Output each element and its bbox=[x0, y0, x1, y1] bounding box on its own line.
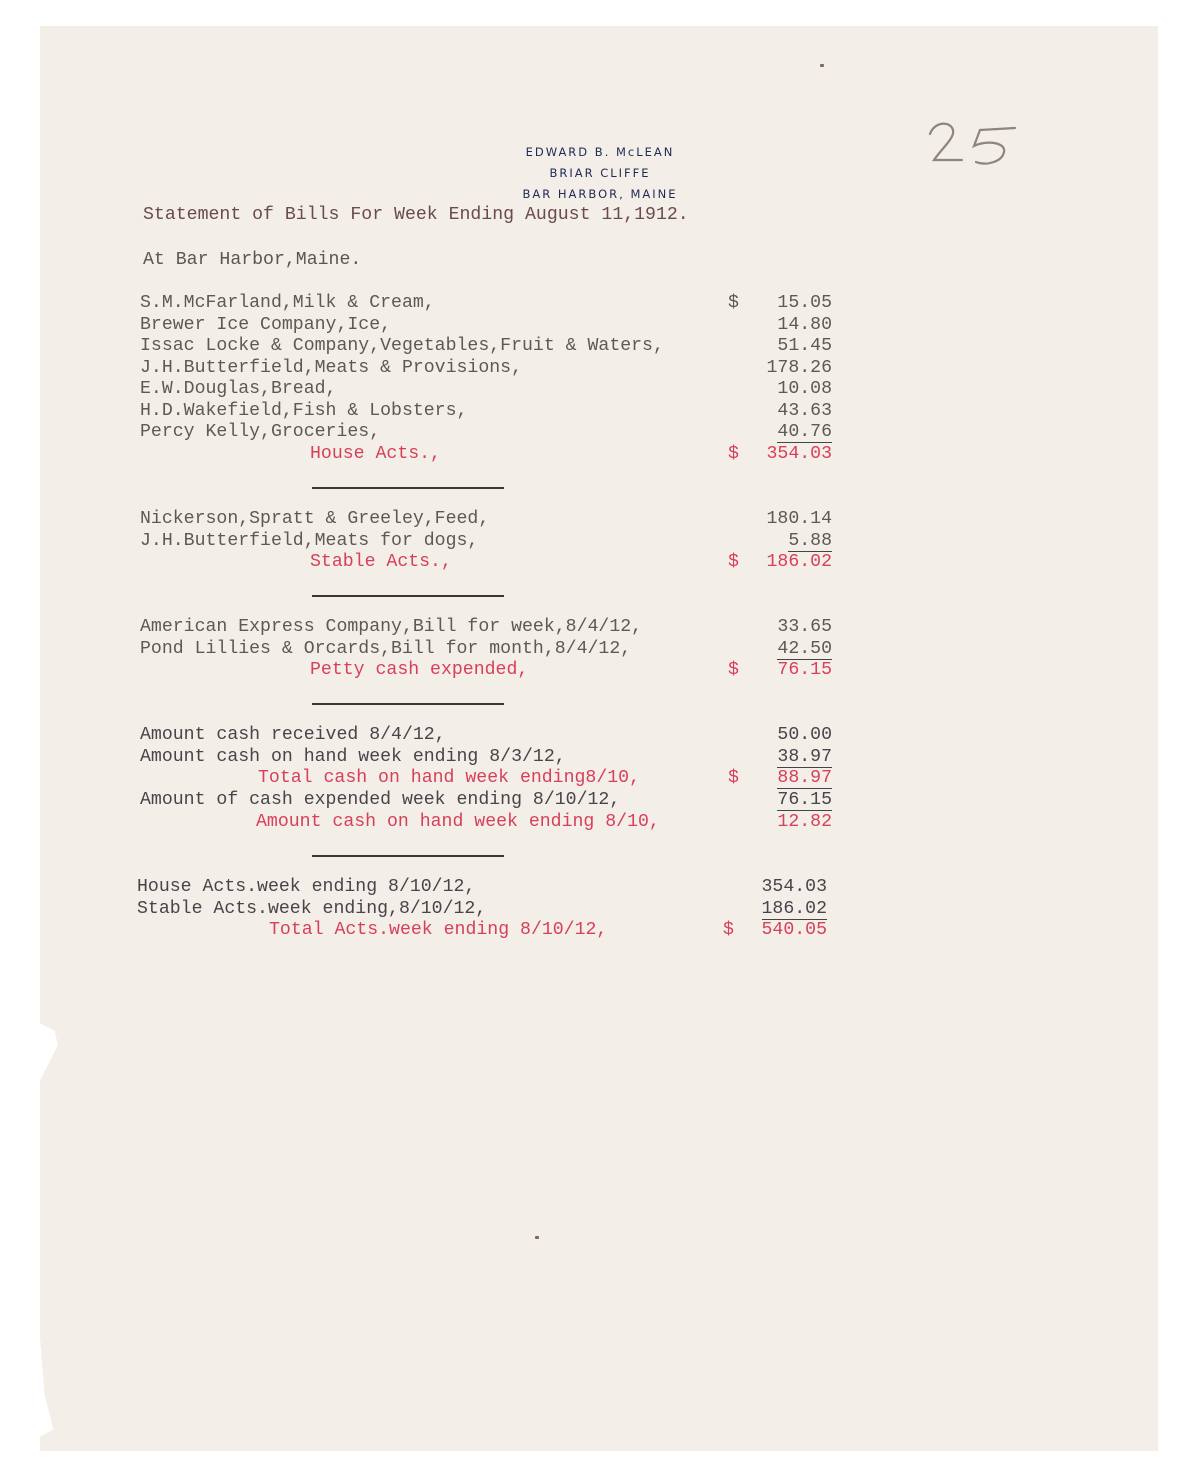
house-item-amount: 51.45 bbox=[777, 336, 832, 356]
dollar-sign: $ bbox=[728, 444, 739, 464]
house-item-label: S.M.McFarland,Milk & Cream, bbox=[140, 293, 435, 313]
house-item-amount: 40.76 bbox=[777, 422, 832, 442]
cash-onhand-row bbox=[140, 812, 832, 834]
section-divider bbox=[312, 703, 504, 705]
petty-item-amount: 42.50 bbox=[777, 638, 832, 659]
petty-item-label: American Express Company,Bill for week,8/4/12, bbox=[140, 617, 643, 637]
house-item-label: H.D.Wakefield,Fish & Lobsters, bbox=[140, 400, 468, 421]
house-item-amount: 10.08 bbox=[777, 379, 832, 399]
house-total-row bbox=[140, 444, 832, 466]
house-row bbox=[140, 336, 832, 358]
petty-row bbox=[140, 617, 832, 639]
house-item-amount: 14.80 bbox=[777, 314, 832, 335]
dollar-sign: $ bbox=[728, 768, 739, 788]
cash-total-label: Total cash on hand week ending8/10, bbox=[258, 768, 640, 788]
section-divider bbox=[312, 487, 504, 489]
summary-house-label: House Acts.week ending 8/10/12, bbox=[137, 877, 476, 897]
petty-item-amount: 33.65 bbox=[777, 617, 832, 637]
house-item-label: Percy Kelly,Groceries, bbox=[140, 422, 381, 442]
house-item-amount: 43.63 bbox=[777, 400, 832, 421]
cash-received-amount: 50.00 bbox=[777, 725, 832, 745]
stable-item-label: Nickerson,Spratt & Greeley,Feed, bbox=[140, 509, 490, 529]
cash-onhand-prev-label: Amount cash on hand week ending 8/3/12, bbox=[140, 746, 566, 767]
cash-onhand-amount: 12.82 bbox=[777, 812, 832, 832]
dollar-sign: $ bbox=[723, 920, 734, 940]
house-item-label: E.W.Douglas,Bread, bbox=[140, 379, 337, 399]
house-row bbox=[140, 401, 832, 423]
house-item-amount: 178.26 bbox=[766, 357, 832, 378]
cash-onhand-prev-amount: 38.97 bbox=[777, 746, 832, 767]
petty-total-row bbox=[140, 660, 832, 682]
stable-row bbox=[140, 531, 832, 553]
house-item-label: J.H.Butterfield,Meats & Provisions, bbox=[140, 357, 522, 378]
statement-title: Statement of Bills For Week Ending August 11,1912. bbox=[143, 205, 689, 225]
section-divider bbox=[312, 595, 504, 597]
petty-total-label: Petty cash expended, bbox=[310, 660, 529, 680]
section-divider bbox=[312, 855, 504, 857]
summary-stable-row bbox=[137, 899, 827, 921]
dollar-sign: $ bbox=[728, 660, 739, 680]
cash-expended-label: Amount of cash expended week ending 8/10/12, bbox=[140, 790, 621, 810]
cash-total-amount: 88.97 bbox=[777, 768, 832, 788]
house-item-label: Issac Locke & Company,Vegetables,Fruit & Waters, bbox=[140, 336, 664, 356]
petty-total-amount: 76.15 bbox=[777, 660, 832, 680]
letterhead bbox=[480, 142, 720, 205]
paper-speck bbox=[535, 1236, 539, 1239]
summary-total-amount: 540.05 bbox=[761, 920, 827, 940]
cash-onhand-label: Amount cash on hand week ending 8/10, bbox=[256, 812, 660, 832]
dollar-sign: $ bbox=[728, 552, 739, 572]
cash-onhand-prev-row bbox=[140, 747, 832, 769]
letterhead-estate: BRIAR CLIFFE bbox=[549, 166, 651, 180]
handwritten-page-number bbox=[920, 104, 1030, 184]
paper-speck bbox=[820, 64, 824, 67]
house-item-amount: 15.05 bbox=[777, 293, 832, 313]
petty-item-label: Pond Lillies & Orcards,Bill for month,8/4/12, bbox=[140, 638, 632, 659]
summary-house-amount: 354.03 bbox=[761, 877, 827, 897]
stable-total-label: Stable Acts., bbox=[310, 552, 452, 572]
house-total-label: House Acts., bbox=[310, 444, 441, 464]
stable-item-amount: 180.14 bbox=[766, 509, 832, 529]
summary-stable-amount: 186.02 bbox=[761, 898, 827, 919]
stable-total-row bbox=[140, 552, 832, 574]
house-total-amount: 354.03 bbox=[766, 444, 832, 464]
cash-total-row bbox=[140, 768, 832, 790]
summary-total-label: Total Acts.week ending 8/10/12, bbox=[269, 920, 608, 940]
house-item-label: Brewer Ice Company,Ice, bbox=[140, 314, 392, 335]
house-row bbox=[140, 293, 832, 315]
letterhead-location: BAR HARBOR, MAINE bbox=[522, 187, 678, 201]
house-row bbox=[140, 379, 832, 401]
cash-expended-row bbox=[140, 790, 832, 812]
stable-total-amount: 186.02 bbox=[766, 552, 832, 572]
location-line: At Bar Harbor,Maine. bbox=[143, 250, 362, 270]
stable-item-amount: 5.88 bbox=[788, 530, 832, 551]
cash-received-row bbox=[140, 725, 832, 747]
summary-total-row bbox=[137, 920, 827, 942]
stable-row bbox=[140, 509, 832, 531]
summary-house-row bbox=[137, 877, 827, 899]
house-row bbox=[140, 422, 832, 444]
dollar-sign: $ bbox=[728, 293, 739, 313]
stable-item-label: J.H.Butterfield,Meats for dogs, bbox=[140, 530, 479, 551]
house-row bbox=[140, 315, 832, 337]
house-row bbox=[140, 358, 832, 380]
cash-expended-amount: 76.15 bbox=[777, 790, 832, 810]
summary-stable-label: Stable Acts.week ending,8/10/12, bbox=[137, 898, 487, 919]
cash-received-label: Amount cash received 8/4/12, bbox=[140, 725, 446, 745]
letterhead-name: EDWARD B. McLEAN bbox=[525, 145, 675, 159]
petty-row bbox=[140, 639, 832, 661]
